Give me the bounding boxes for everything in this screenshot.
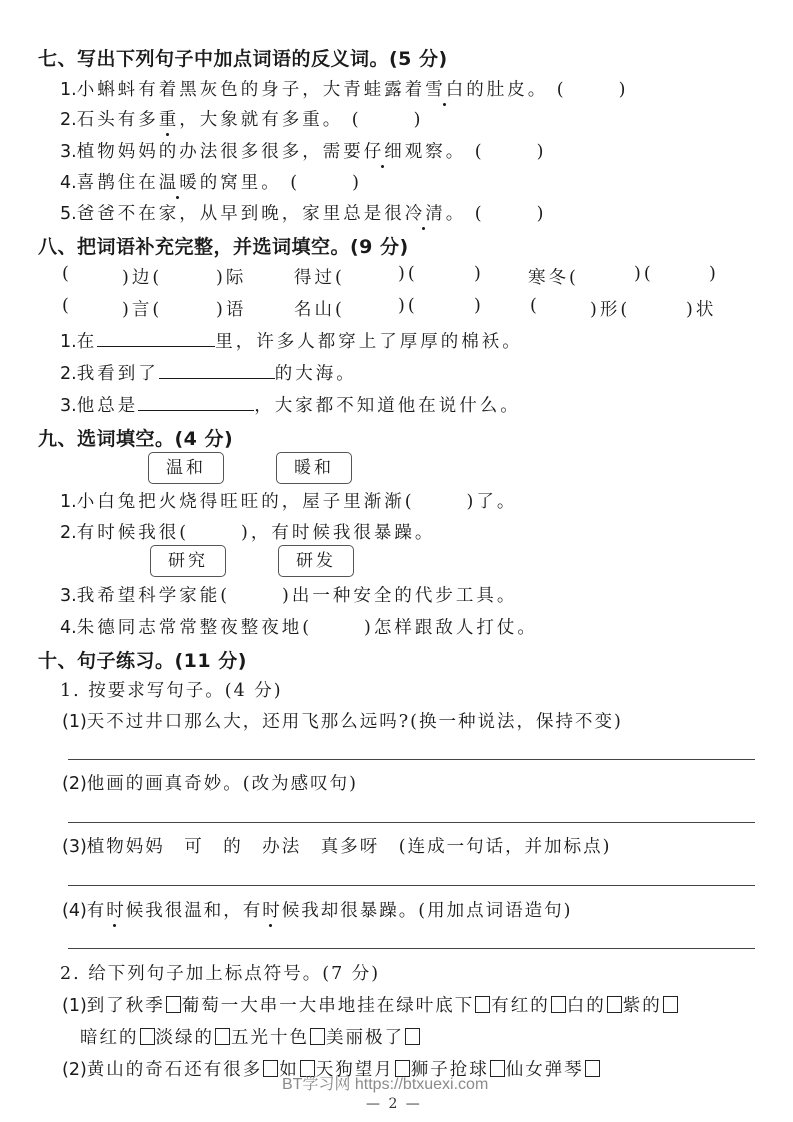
answer-line[interactable]	[68, 759, 755, 760]
word-option-yanjiu: 研究	[150, 545, 226, 577]
question-10-2-1-line-2: 暗红的 淡绿的 五光十色 美丽极了	[80, 1024, 421, 1049]
question-10-1-1: (1)天不过井口那么大，还用飞那么远吗?(换一种说法，保持不变)	[62, 712, 623, 732]
word-option-wenhe: 温和	[148, 452, 224, 484]
answer-paren-open[interactable]: (	[351, 110, 362, 130]
answer-paren-close: )	[618, 80, 629, 100]
question-8-1: 1.在 里，许多人都穿上了厚厚的棉袄。	[60, 332, 523, 352]
idiom-blank[interactable]: )(	[634, 264, 654, 284]
dotted-word: 有时候	[87, 897, 146, 922]
watermark: BT学习网 https://btxuexi.com	[282, 1076, 489, 1093]
dotted-word: 雪白	[425, 76, 466, 101]
idiom-blank[interactable]: (	[62, 296, 72, 316]
idiom-blank[interactable]: )边(	[122, 268, 163, 288]
question-7-1: 1.小蝌蚪有着黑灰色的身子，大青蛙露着雪白的肚皮。 ( )	[60, 76, 628, 101]
dotted-word: 有时候	[243, 897, 302, 922]
dotted-word: 温暖	[159, 169, 200, 194]
punctuation-box[interactable]	[140, 1028, 155, 1045]
answer-paren-open[interactable]: (	[474, 204, 485, 224]
punctuation-box[interactable]	[490, 1060, 505, 1077]
question-10-2-2: (2)黄山的奇石还有很多 如 天狗望月 狮子抢球 仙女弹琴	[62, 1056, 601, 1081]
question-7-2: 2.石头有多重，大象就有多重。 ( )	[60, 106, 423, 131]
answer-paren-open[interactable]: (	[474, 142, 485, 162]
answer-paren-open[interactable]: (	[290, 173, 301, 193]
page-number: — 2 —	[366, 1096, 422, 1112]
idiom-blank[interactable]: (	[62, 264, 72, 284]
word-option-nuanhe: 暖和	[276, 452, 352, 484]
punctuation-box[interactable]	[663, 996, 678, 1013]
question-10-2-1-line-1: (1)到了秋季 葡萄一大串一大串地挂在绿叶底下 有红的 白的 紫的	[62, 992, 679, 1017]
idiom-blank[interactable]: )形(	[590, 300, 631, 320]
question-7-5: 5.爸爸不在家，从早到晚，家里总是很冷清。 ( )	[60, 200, 546, 225]
section-7-title: 七、写出下列句子中加点词语的反义词。(5 分)	[38, 48, 448, 70]
word-option-yanfa: 研发	[278, 545, 354, 577]
question-8-2: 2.我看到了 的大海。	[60, 364, 357, 384]
question-7-4: 4.喜鹊住在温暖的窝里。 ( )	[60, 169, 362, 194]
section-10-title: 十、句子练习。(11 分)	[38, 650, 247, 672]
punctuation-box[interactable]	[405, 1028, 420, 1045]
question-10-1-3: (3)植物妈妈 可 的 办法 真多呀 (连成一句话，并加标点)	[62, 837, 612, 857]
answer-line[interactable]	[68, 948, 755, 949]
idiom-blank[interactable]: )(	[398, 296, 418, 316]
section-8-title: 八、把词语补充完整，并选词填空。(9 分)	[38, 236, 409, 258]
section-9-title: 九、选词填空。(4 分)	[38, 428, 234, 450]
question-7-3: 3.植物妈妈的办法很多很多，需要仔细观察。 ( )	[60, 138, 546, 163]
punctuation-box[interactable]	[475, 996, 490, 1013]
punctuation-box[interactable]	[310, 1028, 325, 1045]
idiom-blank[interactable]: 名山(	[294, 300, 345, 320]
answer-line[interactable]	[68, 822, 755, 823]
punctuation-box[interactable]	[263, 1060, 278, 1077]
part-2-title: 2. 给下列句子加上标点符号。(7 分)	[60, 964, 381, 984]
idiom-blank[interactable]: 寒冬(	[528, 268, 579, 288]
punctuation-box[interactable]	[166, 996, 181, 1013]
dotted-word: 仔细	[364, 138, 405, 163]
answer-paren-open[interactable]: (	[556, 80, 567, 100]
idiom-blank[interactable]: )(	[398, 264, 418, 284]
question-9-1: 1.小白兔把火烧得旺旺的，屋子里渐渐( )了。	[60, 492, 518, 512]
part-1-title: 1. 按要求写句子。(4 分)	[60, 681, 283, 701]
dotted-word: 冷清	[405, 200, 446, 225]
punctuation-box[interactable]	[607, 996, 622, 1013]
fill-blank[interactable]	[97, 332, 215, 347]
fill-blank[interactable]	[138, 396, 254, 411]
idiom-blank[interactable]: 得过(	[294, 268, 345, 288]
punctuation-box[interactable]	[551, 996, 566, 1013]
fill-blank[interactable]	[159, 364, 275, 379]
punctuation-box[interactable]	[215, 1028, 230, 1045]
question-10-1-2: (2)他画的画真奇妙。(改为感叹句)	[62, 774, 358, 794]
idiom-blank[interactable]: )言(	[122, 300, 163, 320]
punctuation-box[interactable]	[585, 1060, 600, 1077]
dotted-word: 重	[159, 106, 180, 131]
answer-line[interactable]	[68, 885, 755, 886]
idiom-blank[interactable]: (	[530, 296, 540, 316]
question-9-4: 4.朱德同志常常整夜整夜地( )怎样跟敌人打仗。	[60, 618, 538, 638]
question-9-3: 3.我希望科学家能( )出一种安全的代步工具。	[60, 586, 518, 606]
question-10-1-4: (4)有时候我很温和，有时候我却很暴躁。(用加点词语造句)	[62, 897, 572, 922]
question-8-3: 3.他总是 ，大家都不知道他在说什么。	[60, 396, 521, 416]
question-9-2: 2.有时候我很( )，有时候我很暴躁。	[60, 523, 436, 543]
